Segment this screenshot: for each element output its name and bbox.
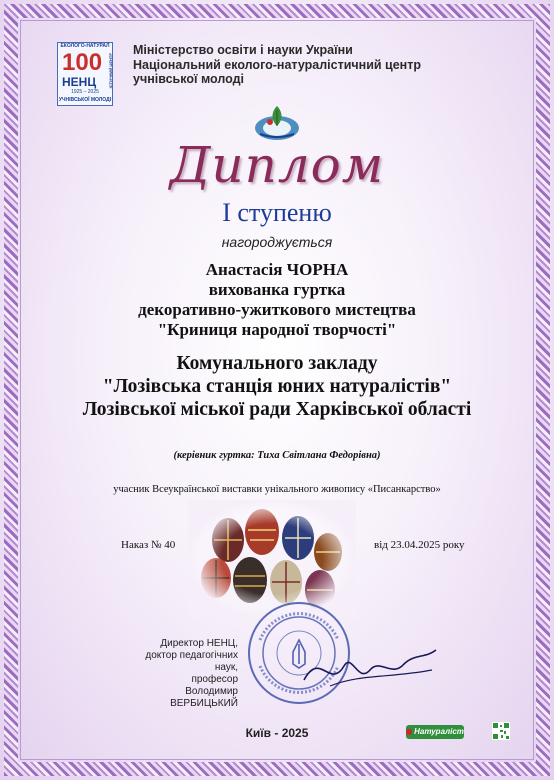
institution-block bbox=[0, 352, 554, 421]
logo-side-text: ІСТИЧНИЙ ЦЕНТР bbox=[108, 53, 113, 89]
institution-line-2: "Лозівська станція юних натуралістів" bbox=[102, 376, 452, 397]
issuer-line-1: Міністерство освіти і науки України bbox=[133, 43, 353, 57]
issuer-line-3: учнівської молоді bbox=[133, 72, 245, 86]
awarded-label: нагороджується bbox=[221, 234, 333, 250]
degree-label: І ступеню bbox=[222, 198, 332, 227]
institution-line-3: Лозівської міської ради Харківської області bbox=[82, 399, 472, 420]
director-name: Володимир ВЕРБИЦЬКИЙ bbox=[170, 686, 238, 709]
director-rank: професор bbox=[191, 674, 238, 685]
club-leader: (керівник гуртка: Тиха Світлана Федорівна) bbox=[173, 450, 381, 461]
director-title: Директор НЕНЦ, bbox=[160, 638, 238, 649]
director-signature bbox=[300, 640, 440, 700]
recipient-block bbox=[0, 260, 554, 340]
logo-abbr: НЕНЦ bbox=[62, 75, 97, 89]
club-type: декоративно-ужиткового мистецтва bbox=[138, 300, 416, 319]
club-name: "Криниця народної творчості" bbox=[157, 320, 397, 339]
recipient-role: вихованка гуртка bbox=[208, 280, 346, 299]
recipient-name: Анастасія ЧОРНА bbox=[205, 260, 349, 279]
director-block bbox=[120, 638, 238, 710]
ladybug-icon bbox=[406, 729, 412, 735]
issuer-header bbox=[133, 43, 421, 87]
order-date: від 23.04.2025 року bbox=[374, 539, 465, 551]
centenary-logo bbox=[57, 42, 113, 106]
qr-code-icon bbox=[492, 722, 510, 740]
institution-line-1: Комунального закладу bbox=[176, 353, 378, 374]
logo-number: 100 bbox=[62, 49, 103, 76]
diploma-title: Диплом bbox=[169, 136, 385, 194]
city-year: Київ - 2025 bbox=[245, 726, 309, 740]
issuer-line-2: Національний еколого-натуралістичний центр bbox=[133, 57, 421, 72]
naturalist-label: Натураліст bbox=[414, 727, 464, 736]
logo-bottom-text: УЧНІВСЬКОЇ МОЛОДІ bbox=[58, 97, 112, 103]
naturalist-badge bbox=[406, 725, 464, 739]
order-number: Наказ № 40 bbox=[121, 539, 176, 551]
exhibition-participant: учасник Всеукраїнської виставки унікального живопису «Писанкарство» bbox=[113, 484, 441, 495]
director-degree: доктор педагогічних наук, bbox=[145, 650, 238, 673]
logo-top-text: ЕКОЛОГО-НАТУРАЛ bbox=[60, 43, 110, 49]
logo-years: 1925 – 2025 bbox=[71, 89, 99, 95]
